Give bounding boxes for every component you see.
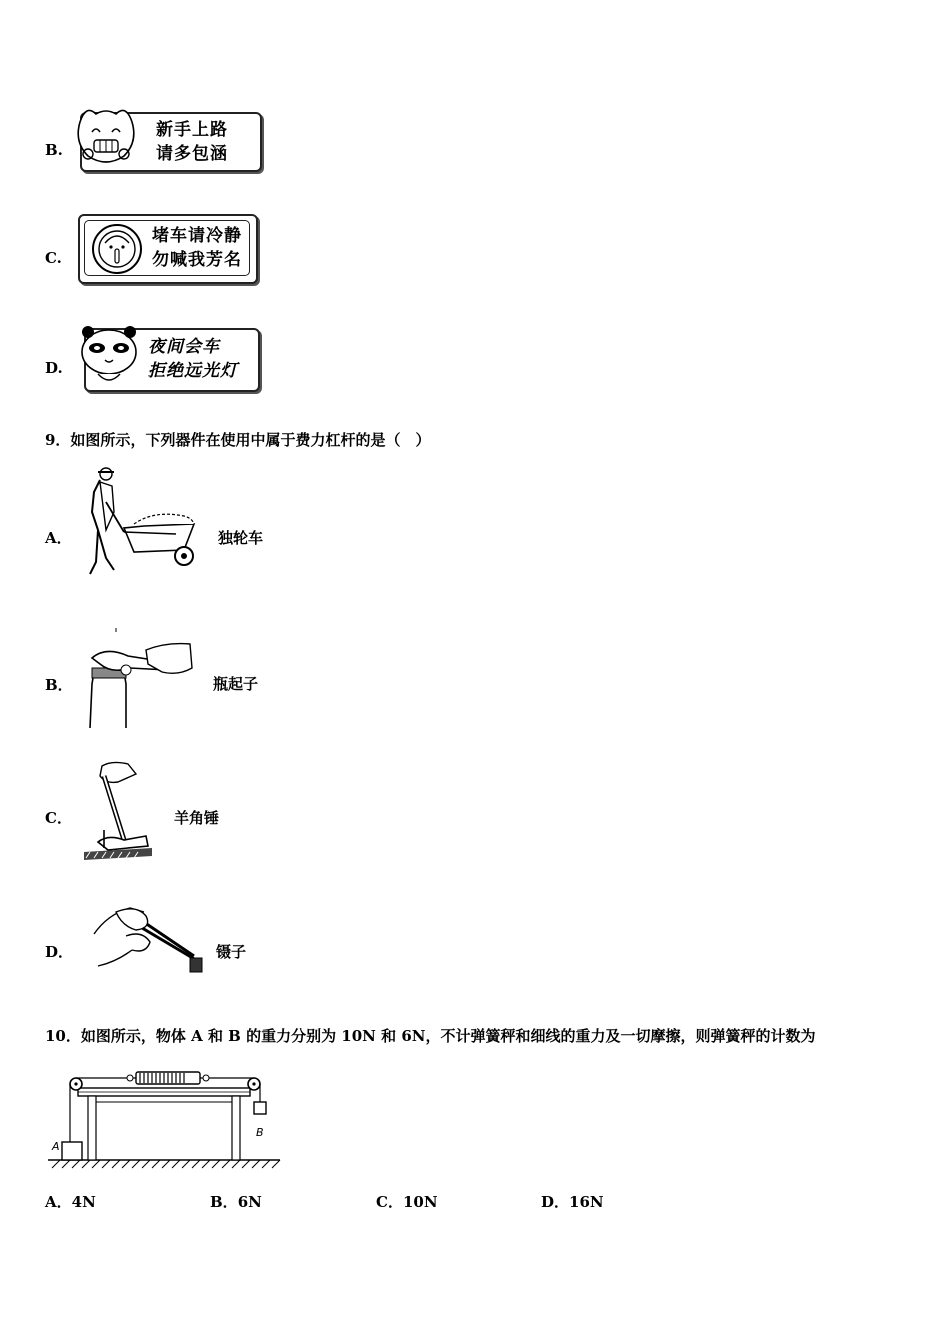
- choice-letter: A．: [45, 1193, 72, 1211]
- option-label: 瓶起子: [213, 675, 259, 693]
- claw-hammer-icon: [84, 760, 156, 866]
- choice-value: 10N: [402, 1193, 438, 1211]
- option-letter: D．: [45, 943, 74, 961]
- sign-line-1: 夜间会车: [148, 337, 220, 357]
- tweezers-icon: [86, 900, 212, 980]
- q9-question: 9．如图所示，下列器件在使用中属于费力杠杆的是（ ）: [45, 431, 431, 449]
- pulley-spring-scale-figure: [48, 1064, 284, 1176]
- option-letter: C.: [45, 249, 62, 267]
- shush-face-icon: [90, 221, 144, 277]
- choice-letter: C．: [376, 1193, 403, 1211]
- choice-value: 6N: [237, 1193, 262, 1211]
- option-label: 独轮车: [218, 529, 264, 547]
- panda-face-icon: [78, 322, 140, 392]
- choice-d[interactable]: [541, 1191, 604, 1212]
- option-letter: A．: [45, 529, 72, 547]
- sign-line-2: 勿喊我芳名: [152, 250, 242, 270]
- choice-a[interactable]: [45, 1191, 96, 1212]
- sign-line-1: 堵车请冷静: [152, 226, 242, 246]
- bottle-opener-icon: [86, 624, 198, 728]
- choice-value: 16N: [569, 1193, 604, 1211]
- option-letter: B.: [45, 141, 63, 159]
- choice-c[interactable]: [376, 1191, 438, 1212]
- sign-night-driving: [84, 328, 260, 392]
- label-b: B: [256, 1126, 264, 1139]
- cat-face-icon: [72, 102, 140, 176]
- sign-traffic-jam: [78, 214, 258, 284]
- choice-b[interactable]: [210, 1191, 262, 1212]
- option-letter: C．: [45, 809, 72, 827]
- option-letter: D.: [45, 359, 63, 377]
- sign-line-2: 请多包涵: [156, 144, 228, 164]
- wheelbarrow-icon: [84, 466, 204, 582]
- choice-letter: D．: [541, 1193, 570, 1211]
- q10-question: 10．如图所示，物体 A 和 B 的重力分别为 10N 和 6N，不计弹簧秤和细线的重力及一切摩擦，则弹簧秤的计数为: [45, 1027, 816, 1045]
- choice-letter: B．: [210, 1193, 238, 1211]
- option-letter: B．: [45, 676, 73, 694]
- option-label: 镊子: [216, 943, 247, 961]
- option-label: 羊角锤: [174, 809, 220, 827]
- sign-line-2: 拒绝远光灯: [148, 361, 238, 381]
- sign-new-driver: [80, 112, 262, 172]
- choice-value: 4N: [71, 1193, 96, 1211]
- label-a: A: [52, 1140, 60, 1153]
- sign-line-1: 新手上路: [156, 120, 228, 140]
